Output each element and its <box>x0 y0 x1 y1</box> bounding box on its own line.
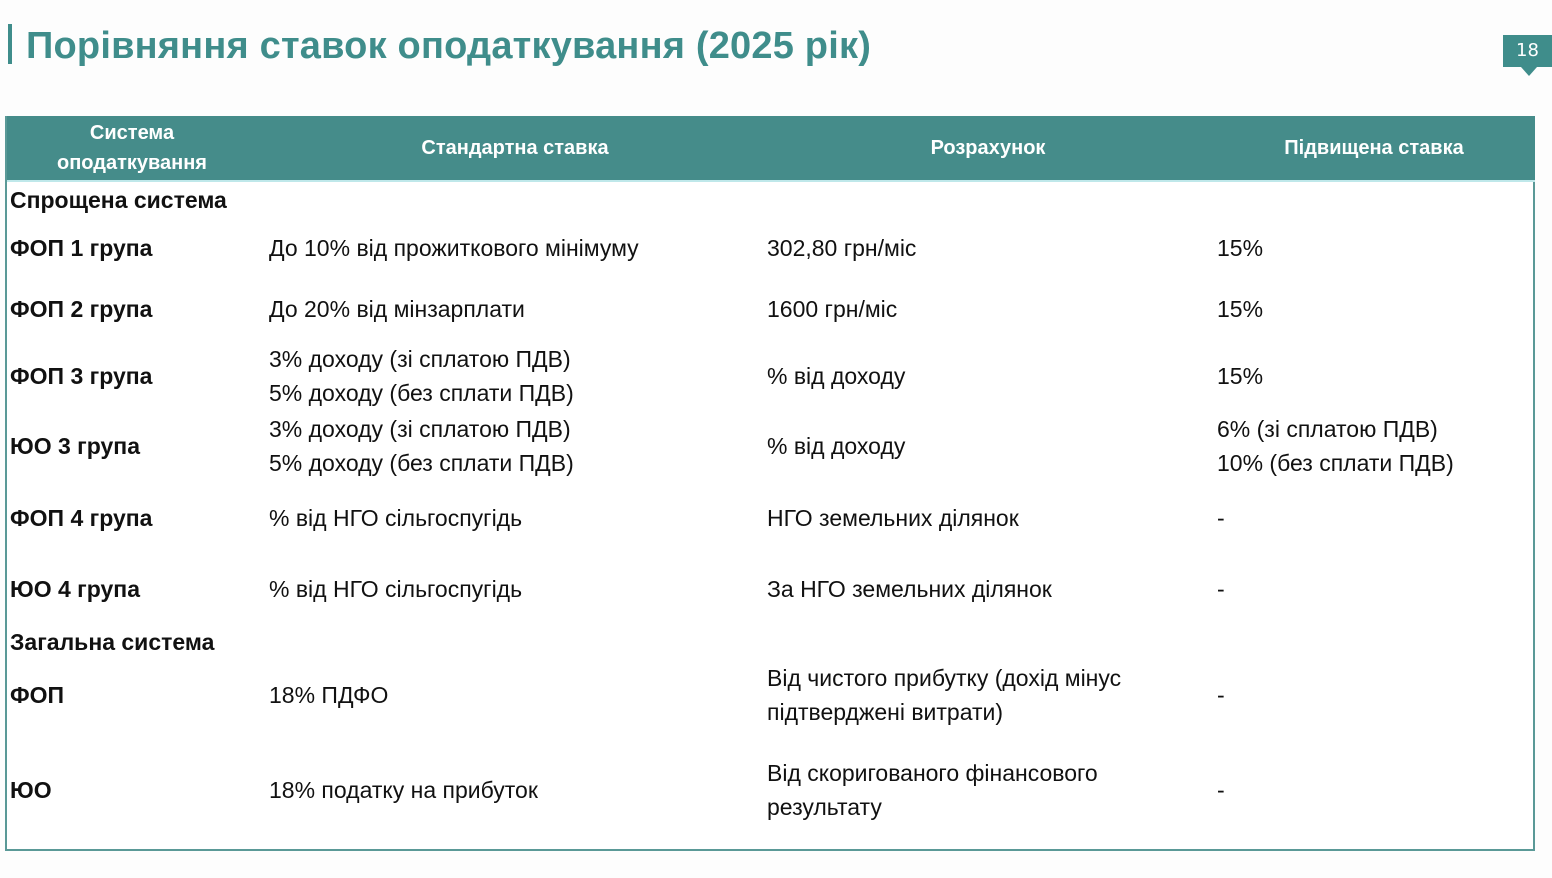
cell-calculation <box>767 756 1098 824</box>
table-row <box>7 412 1535 480</box>
title-accent-bar <box>8 24 12 64</box>
header-standard-rate: Стандартна ставка <box>421 137 609 159</box>
table-header <box>7 116 1535 182</box>
cell-line: 15% <box>1217 296 1264 322</box>
cell-increased-rate <box>1217 756 1225 824</box>
cell-increased-rate <box>1217 494 1225 542</box>
cell-line: 18% податку на прибуток <box>269 777 538 803</box>
cell-system: ФОП 1 група <box>10 235 153 261</box>
cell-system: ЮО <box>10 777 52 803</box>
cell-standard-rate <box>269 412 574 480</box>
cell-calculation <box>767 494 1019 542</box>
cell-line: % від НГО сільгоспугідь <box>269 505 523 531</box>
cell-standard-rate <box>269 565 522 613</box>
page-number: 18 <box>1516 40 1539 61</box>
cell-line: 302,80 грн/міс <box>767 235 917 261</box>
header-calculation: Розрахунок <box>930 137 1046 159</box>
cell-system: ФОП 2 група <box>10 296 153 322</box>
table-row <box>7 342 1535 410</box>
header-system-label: Система оподаткування <box>57 122 207 174</box>
cell-standard-rate <box>269 342 574 410</box>
cell-calculation <box>767 285 897 333</box>
cell-calculation <box>767 661 1121 729</box>
cell-line: % від НГО сільгоспугідь <box>269 576 523 602</box>
slide-title <box>8 24 871 68</box>
cell-system: ЮО 3 група <box>10 433 140 459</box>
cell-line: підтверджені витрати) <box>767 699 1004 725</box>
cell-line: Від скоригованого фінансового <box>767 760 1098 786</box>
cell-line: 18% ПДФО <box>269 682 389 708</box>
cell-increased-rate <box>1217 342 1263 410</box>
cell-standard-rate <box>269 756 538 824</box>
table-row <box>7 224 1535 272</box>
cell-line: 15% <box>1217 235 1264 261</box>
cell-system: ФОП 4 група <box>10 505 153 531</box>
page-number-badge <box>1503 35 1552 67</box>
cell-increased-rate <box>1217 412 1454 480</box>
cell-line: 1600 грн/міс <box>767 296 898 322</box>
cell-standard-rate <box>269 494 522 542</box>
cell-increased-rate <box>1217 565 1225 613</box>
cell-line: 3% доходу (зі сплатою ПДВ) <box>269 346 571 372</box>
cell-line: 5% доходу (без сплати ПДВ) <box>269 380 574 406</box>
header-increased-rate: Підвищена ставка <box>1284 137 1464 159</box>
tax-comparison-table <box>5 116 1535 851</box>
cell-line: % від доходу <box>767 433 906 459</box>
cell-line: - <box>1217 576 1225 602</box>
cell-line: 10% (без сплати ПДВ) <box>1217 450 1454 476</box>
cell-line: 3% доходу (зі сплатою ПДВ) <box>269 416 571 442</box>
cell-standard-rate <box>269 661 388 729</box>
cell-line: До 20% від мінзарплати <box>269 296 525 322</box>
cell-calculation <box>767 412 905 480</box>
cell-line: результату <box>767 794 882 820</box>
section-title-simplified: Спрощена система <box>10 187 227 213</box>
table-row <box>7 565 1535 613</box>
cell-line: До 10% від прожиткового мінімуму <box>269 235 639 261</box>
cell-system: ЮО 4 група <box>10 576 140 602</box>
cell-calculation <box>767 224 916 272</box>
cell-line: За НГО земельних ділянок <box>767 576 1052 602</box>
cell-standard-rate <box>269 224 639 272</box>
cell-line: - <box>1217 682 1225 708</box>
cell-line: % від доходу <box>767 363 906 389</box>
cell-line: 5% доходу (без сплати ПДВ) <box>269 450 574 476</box>
cell-line: - <box>1217 505 1225 531</box>
cell-increased-rate <box>1217 285 1263 333</box>
cell-system: ФОП 3 група <box>10 363 153 389</box>
cell-calculation <box>767 565 1052 613</box>
table-row <box>7 661 1535 729</box>
cell-line: 6% (зі сплатою ПДВ) <box>1217 416 1438 442</box>
cell-line: 15% <box>1217 363 1264 389</box>
table-row <box>7 756 1535 824</box>
cell-calculation <box>767 342 905 410</box>
cell-increased-rate <box>1217 224 1263 272</box>
cell-line: НГО земельних ділянок <box>767 505 1019 531</box>
table-row <box>7 494 1535 542</box>
cell-line: - <box>1217 777 1225 803</box>
header-system <box>7 116 267 180</box>
cell-increased-rate <box>1217 661 1225 729</box>
table-row <box>7 285 1535 333</box>
section-title-general: Загальна система <box>10 629 215 655</box>
slide-title-text: Порівняння ставок оподаткування (2025 рік) <box>26 25 872 67</box>
cell-line: Від чистого прибутку (дохід мінус <box>767 665 1122 691</box>
cell-standard-rate <box>269 285 525 333</box>
cell-system: ФОП <box>10 682 65 708</box>
